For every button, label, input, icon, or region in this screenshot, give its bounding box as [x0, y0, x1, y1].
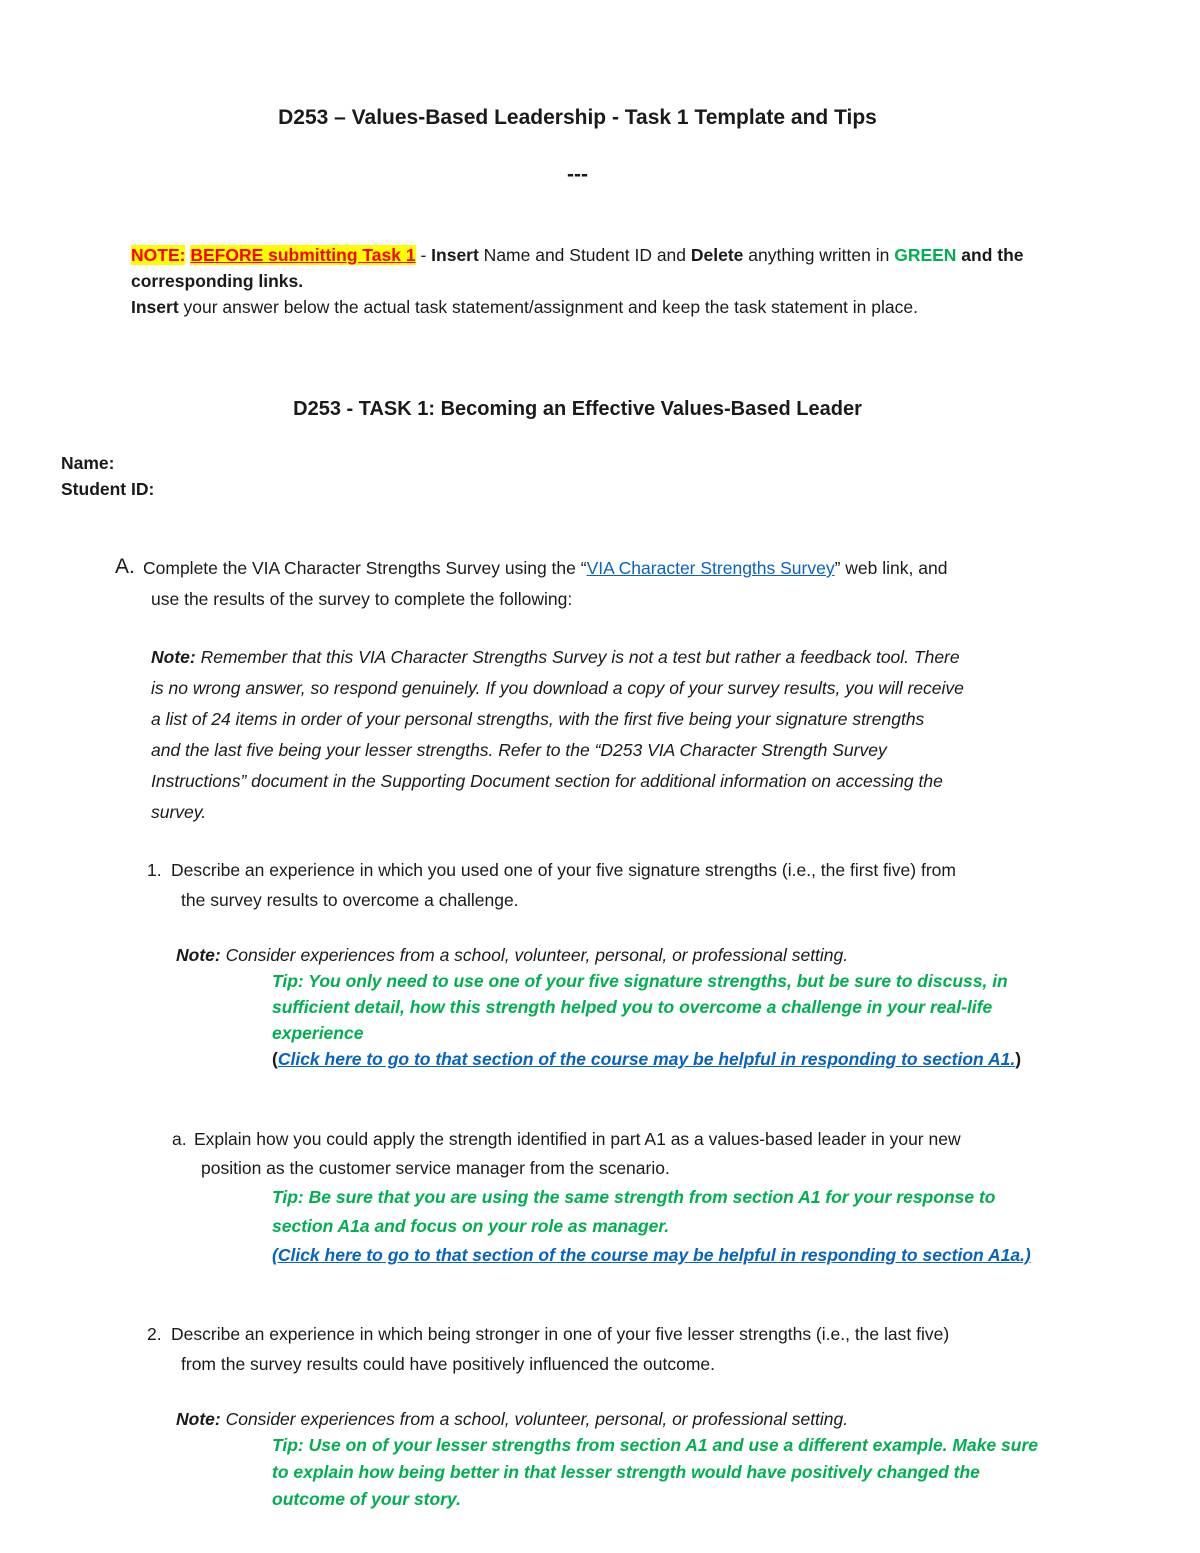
- note-green: GREEN: [894, 245, 957, 265]
- task-title: D253 - TASK 1: Becoming an Effective Values-Based Leader: [293, 398, 862, 420]
- section-a-note-line-1: [151, 647, 960, 668]
- name-label: Name:: [61, 453, 115, 473]
- item-2-note-text: Consider experiences from a school, volunteer, personal, or professional setting.: [220, 1409, 849, 1429]
- note-line-1: [131, 245, 1024, 266]
- section-a-note-line-3: a list of 24 items in order of your personal strengths, with the first five being your signature strengths: [151, 709, 925, 729]
- document-title: D253 – Values-Based Leadership - Task 1 Template and Tips: [278, 106, 877, 129]
- note-line-2: corresponding links.: [131, 271, 304, 291]
- note-insert-2: Insert: [131, 297, 179, 317]
- section-a-note-line-5: Instructions” document in the Supporting Document section for additional information on accessing the: [151, 771, 943, 791]
- item-a-line-2: position as the customer service manager from the scenario.: [201, 1158, 670, 1178]
- via-survey-link[interactable]: VIA Character Strengths Survey: [586, 558, 835, 578]
- item-1-note-label: Note:: [176, 945, 221, 965]
- item-1-course-link-line: [272, 1049, 1021, 1070]
- item-a-letter: a.: [172, 1129, 187, 1149]
- section-a-line-1: [143, 558, 947, 579]
- item-a-line-1: Explain how you could apply the strength identified in part A1 as a values-based leader in your new: [194, 1129, 961, 1149]
- note-before-submitting: BEFORE submitting Task 1: [190, 245, 416, 265]
- item-a-tip-line-1: Tip: Be sure that you are using the same strength from section A1 for your response to: [272, 1187, 996, 1207]
- note-text-2: anything written in: [743, 245, 895, 265]
- note-dash: -: [415, 245, 432, 265]
- section-a-note-text-1: Remember that this VIA Character Strengths Survey is not a test but rather a feedback tool. There: [195, 647, 960, 667]
- note-delete: Delete: [690, 245, 744, 265]
- item-1-note-text: Consider experiences from a school, volunteer, personal, or professional setting.: [220, 945, 849, 965]
- section-a-note-line-4: and the last five being your lesser strengths. Refer to the “D253 VIA Character Strength Survey: [151, 740, 887, 760]
- item-1-tip-line-2: sufficient detail, how this strength helped you to overcome a challenge in your real-life: [272, 997, 993, 1017]
- student-id-label: Student ID:: [61, 479, 155, 499]
- note-text-3: and the: [956, 245, 1024, 265]
- item-2-tip-line-2: to explain how being better in that lesser strength would have positively changed the: [272, 1462, 980, 1482]
- section-a-text-1: Complete the VIA Character Strengths Survey using the “: [143, 558, 587, 578]
- item-a-course-link[interactable]: (Click here to go to that section of the course may be helpful in responding to section A1a.): [272, 1245, 1031, 1265]
- item-1-course-link[interactable]: Click here to go to that section of the course may be helpful in responding to section A1.: [277, 1049, 1016, 1069]
- item-2-line-1: Describe an experience in which being stronger in one of your five lesser strengths (i.e., the last five): [171, 1324, 950, 1344]
- item-2-tip-line-1: Tip: Use on of your lesser strengths from section A1 and use a different example. Make sure: [272, 1435, 1039, 1455]
- section-a-note-label: Note:: [151, 647, 196, 667]
- note-label: NOTE:: [131, 245, 186, 265]
- note-line-3: [131, 297, 918, 318]
- item-a-tip-line-2: section A1a and focus on your role as manager.: [272, 1216, 670, 1236]
- item-2-note: [176, 1409, 848, 1430]
- note-text-1: Name and Student ID and: [478, 245, 691, 265]
- note-insert: Insert: [431, 245, 479, 265]
- item-1-link-close: ): [1015, 1049, 1022, 1069]
- section-a-letter: A.: [115, 555, 135, 578]
- item-1-tip-line-3: experience: [272, 1023, 364, 1043]
- item-1-link-open: (: [272, 1049, 278, 1069]
- section-a-line-2: use the results of the survey to complete the following:: [151, 589, 573, 609]
- item-1-note: [176, 945, 848, 966]
- item-1-line-1: Describe an experience in which you used one of your five signature strengths (i.e., the first five) from: [171, 860, 956, 880]
- item-2-note-label: Note:: [176, 1409, 221, 1429]
- item-1-number: 1.: [147, 860, 162, 880]
- item-2-line-2: from the survey results could have positively influenced the outcome.: [181, 1354, 716, 1374]
- item-1-tip-line-1: Tip: You only need to use one of your five signature strengths, but be sure to discuss, in: [272, 971, 1008, 991]
- item-1-line-2: the survey results to overcome a challenge.: [181, 890, 519, 910]
- note-line-3-text: your answer below the actual task statement/assignment and keep the task statement in place.: [178, 297, 918, 317]
- section-a-note-line-2: is no wrong answer, so respond genuinely. If you download a copy of your survey results, you will receive: [151, 678, 964, 698]
- item-2-number: 2.: [147, 1324, 162, 1344]
- item-2-tip-line-3: outcome of your story.: [272, 1489, 461, 1509]
- section-a-text-2: ” web link, and: [834, 558, 948, 578]
- section-a-note-line-6: survey.: [151, 802, 207, 822]
- title-divider: ---: [567, 163, 588, 186]
